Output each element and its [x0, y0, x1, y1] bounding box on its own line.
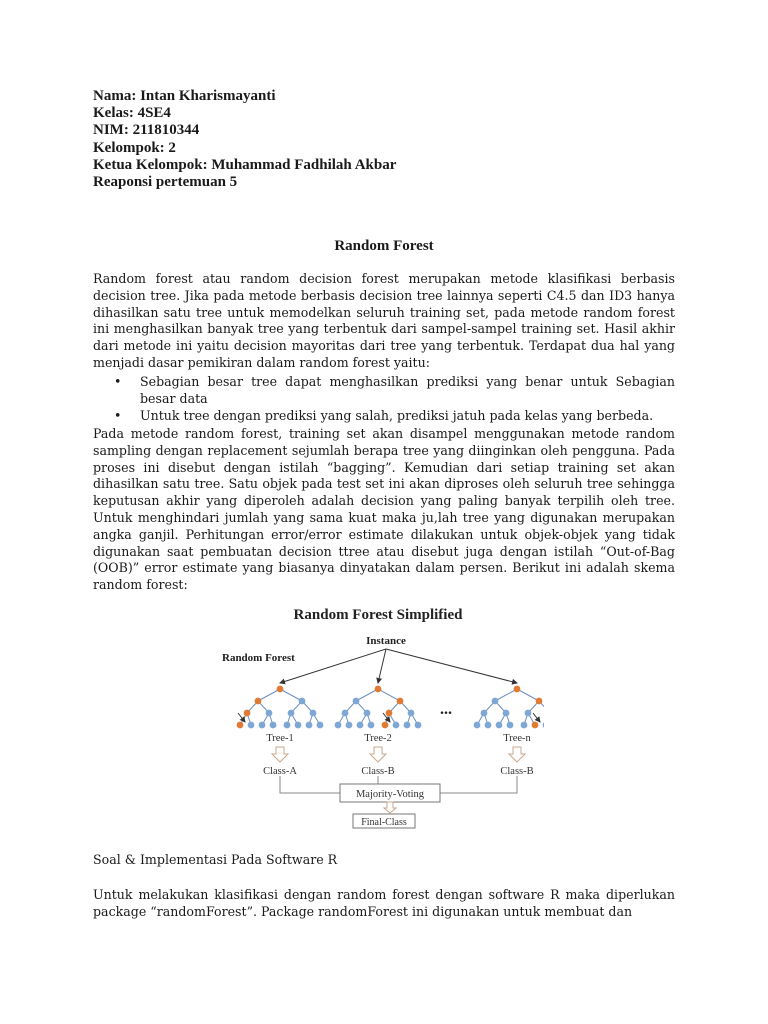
- final-class-label: Final-Class: [361, 817, 407, 828]
- trees-group: [237, 686, 544, 777]
- class-label: Class-B: [500, 766, 534, 777]
- document-title: Random Forest: [334, 238, 434, 254]
- path-node: [244, 710, 251, 717]
- arrow-down-icon: [370, 747, 386, 762]
- bullet-item: [93, 408, 675, 425]
- bullet-icon: •: [114, 374, 122, 389]
- tree-node: [507, 722, 514, 729]
- tree-label: Tree-2: [364, 733, 392, 744]
- path-node: [382, 722, 389, 729]
- majority-voting-label: Majority-Voting: [355, 789, 425, 800]
- instance-arrow: [280, 649, 386, 683]
- tree-node: [310, 710, 317, 717]
- tree-edge: [356, 689, 378, 701]
- section-heading: Soal & Implementasi Pada Software R: [93, 852, 338, 867]
- path-node: [514, 686, 521, 693]
- path-node: [536, 698, 543, 705]
- tree-node: [346, 722, 353, 729]
- tree-node: [543, 722, 544, 729]
- tree-edge: [258, 689, 280, 701]
- instance-arrow: [386, 649, 517, 683]
- tree-label: Tree-n: [503, 733, 531, 744]
- path-node: [532, 722, 539, 729]
- implementation-paragraph: Untuk melakukan klasifikasi dengan random forest dengan software R maka diperlukan package “randomForest”. Package randomForest ini digunakan untuk membuat dan: [93, 887, 675, 919]
- tree-node: [368, 722, 375, 729]
- vote-line-left: [280, 776, 340, 793]
- tree-node: [353, 698, 360, 705]
- bullet-item: [93, 374, 675, 408]
- tree-node: [295, 722, 302, 729]
- diagram-title: Random Forest Simplified: [293, 607, 463, 623]
- instance-arrow: [378, 649, 386, 683]
- tree-node: [364, 710, 371, 717]
- tree-node: [415, 722, 422, 729]
- arrow-down-icon: [509, 747, 525, 762]
- tree-node: [503, 710, 510, 717]
- tree-node: [284, 722, 291, 729]
- instance-arrows: [280, 649, 517, 683]
- tree-node: [266, 710, 273, 717]
- path-node: [237, 722, 244, 729]
- tree-node: [485, 722, 492, 729]
- instance-label: Instance: [366, 635, 406, 647]
- class-label: Class-A: [263, 766, 297, 777]
- random-forest-label: Random Forest: [222, 652, 295, 664]
- tree-label: Tree-1: [266, 733, 294, 744]
- path-node: [397, 698, 404, 705]
- student-name: Nama: Intan Kharismayanti: [93, 88, 276, 104]
- tree-edge: [280, 689, 302, 701]
- bullet-text: Sebagian besar tree dapat menghasilkan prediksi yang benar untuk Sebagian besar data: [140, 374, 675, 406]
- tree-node: [259, 722, 266, 729]
- tree-node: [404, 722, 411, 729]
- path-node: [386, 710, 393, 717]
- method-paragraph: Pada metode random forest, training set akan disampel menggunakan metode random sampling dengan replacement sejumlah berapa tree yang diinginkan oleh pengguna. Pada proses ini disebut dengan istilah “bagging”. Kemudian dari setiap training set akan dihasilkan satu tree. Satu objek pada test set ini akan diproses oleh seluruh tree sehingga keputusan akhir yang diperoleh adalah decision yang paling banyak terpilih oleh tree. Untuk menghindari jumlah yang sama kuat maka ju,lah tree yang digunakan merupakan angka ganjil. Perhitungan error/error estimate dilakukan untuk objek-objek yang tidak digunakan saat pembuatan decision ttree atau disebut juga dengan istilah “Out-of-Bag (OOB)” error estimate yang biasanya dinyatakan dalam persen. Berikut ini adalah skema random forest:: [93, 426, 675, 593]
- tree-node: [496, 722, 503, 729]
- intro-paragraph: Random forest atau random decision forest merupakan metode klasifikasi berbasis decision tree. Jika pada metode berbasis decision tree lainnya seperti C4.5 dan ID3 hanya dihasilkan satu tree untuk memodelkan seluruh training set, pada metode random forest ini menghasilkan banyak tree yang terbentuk dari sampel-sampel training set. Hasil akhir dari metode ini yaitu decision mayoritas dari tree yang terbentuk. Terdapat dua hal yang menjadi dasar pemikiran dalam random forest yaitu:: [93, 271, 675, 370]
- tree-node: [357, 722, 364, 729]
- tree: [237, 686, 324, 777]
- student-nim: NIM: 211810344: [93, 122, 200, 139]
- bullet-icon: •: [114, 407, 122, 423]
- random-forest-diagram: [212, 593, 544, 836]
- tree-node: [299, 698, 306, 705]
- tree-node: [521, 722, 528, 729]
- tree-node: [492, 698, 499, 705]
- student-class: Kelas: 4SE4: [93, 105, 171, 122]
- student-group: Kelompok: 2: [93, 139, 176, 156]
- tree-edge: [378, 689, 400, 701]
- tree-edge: [495, 689, 517, 701]
- bullet-text: Untuk tree dengan prediksi yang salah, prediksi jatuh pada kelas yang berbeda.: [140, 407, 654, 423]
- decision-arrow: [533, 713, 540, 722]
- tree-node: [393, 722, 400, 729]
- arrow-down-icon: [272, 747, 288, 762]
- student-info: [93, 88, 396, 191]
- class-label: Class-B: [361, 766, 395, 777]
- voting-section: [280, 776, 517, 828]
- ellipsis-label: ...: [440, 701, 452, 718]
- vote-line-right: [440, 776, 517, 793]
- bullet-list: [93, 374, 675, 424]
- tree-node: [342, 710, 349, 717]
- tree-node: [474, 722, 481, 729]
- assignment-label: Reaponsi pertemuan 5: [93, 174, 238, 191]
- tree-node: [288, 710, 295, 717]
- tree: [335, 686, 422, 777]
- tree-node: [525, 710, 532, 717]
- tree-node: [408, 710, 415, 717]
- tree-edge: [517, 689, 539, 701]
- tree-node: [317, 722, 324, 729]
- arrow-down-icon: [384, 802, 396, 813]
- path-node: [277, 686, 284, 693]
- path-node: [375, 686, 382, 693]
- group-leader: Ketua Kelompok: Muhammad Fadhilah Akbar: [93, 156, 397, 173]
- tree-node: [248, 722, 255, 729]
- tree-node: [270, 722, 277, 729]
- tree: [474, 686, 544, 777]
- tree-node: [481, 710, 488, 717]
- tree-node: [335, 722, 342, 729]
- path-node: [255, 698, 262, 705]
- tree-node: [306, 722, 313, 729]
